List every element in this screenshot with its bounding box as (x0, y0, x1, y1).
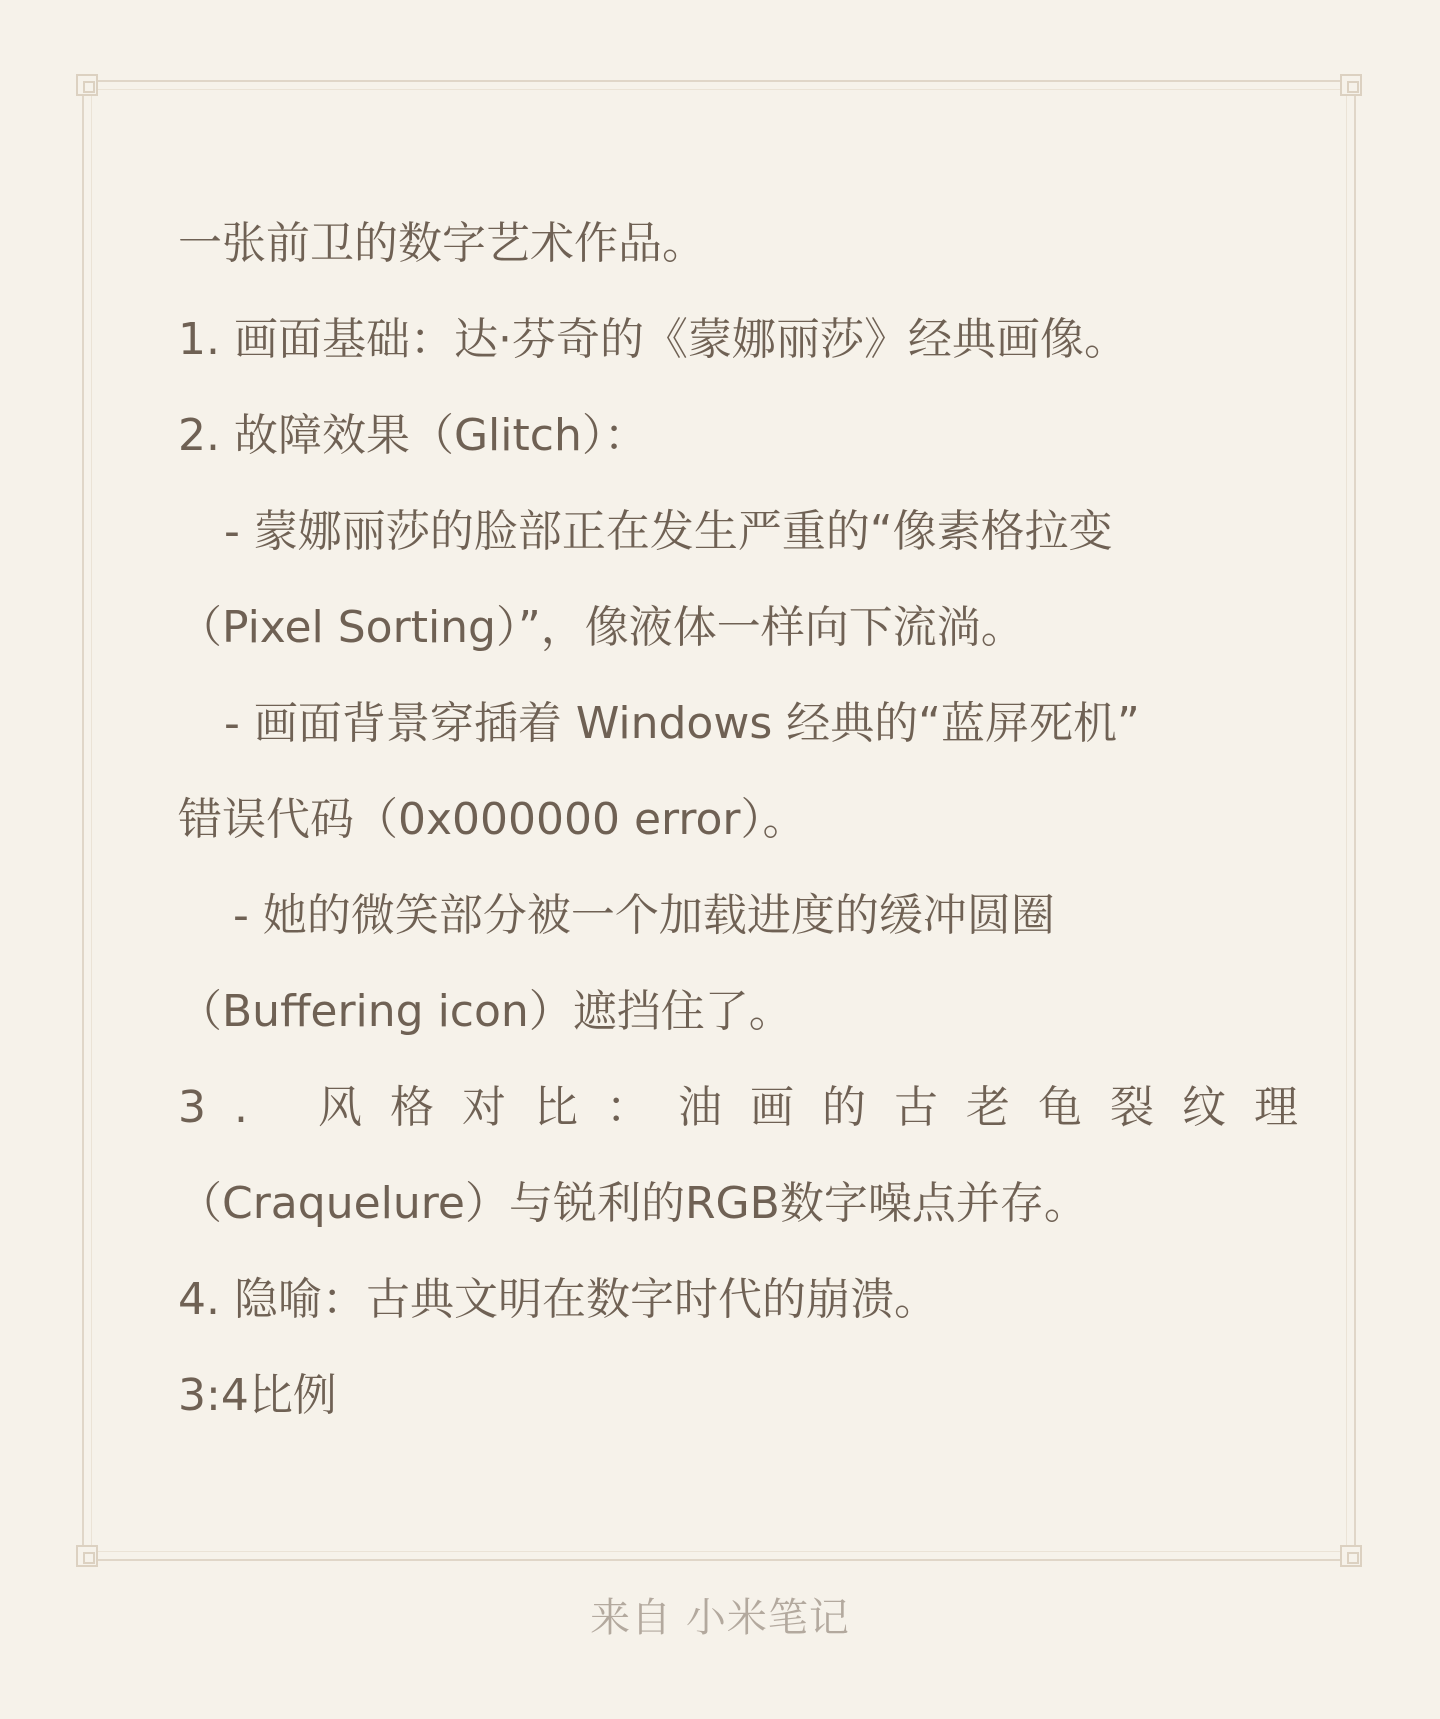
source-attribution: 来自 小米笔记 (590, 1595, 850, 1641)
note-line-subitem-1: - 蒙娜丽莎的脸部正在发生严重的“像素格拉变 (224, 506, 1113, 557)
note-line-subitem-2: - 画面背景穿插着 Windows 经典的“蓝屏死机” (224, 698, 1140, 749)
note-line-intro: 一张前卫的数字艺术作品。 (178, 218, 706, 269)
note-line-subitem-2-cont: 错误代码（0x000000 error）。 (178, 794, 807, 845)
note-line-ratio: 3:4比例 (178, 1370, 337, 1421)
note-line-subitem-1-cont: （Pixel Sorting）”，像液体一样向下流淌。 (178, 602, 1025, 653)
note-line-item-4: 4. 隐喻：古典文明在数字时代的崩溃。 (178, 1274, 938, 1325)
frame-corner-ornament-bottom-left (76, 1545, 98, 1567)
note-line-subitem-3: - 她的微笑部分被一个加载进度的缓冲圆圈 (233, 890, 1055, 941)
frame-corner-ornament-bottom-right (1340, 1545, 1362, 1567)
note-line-item-3: 3. 风格对比：油画的古老龟裂纹理 (178, 1082, 1326, 1133)
note-content (178, 196, 1326, 1444)
note-line-item-3-cont: （Craquelure）与锐利的RGB数字噪点并存。 (178, 1178, 1088, 1229)
note-line-subitem-3-cont: （Buffering icon）遮挡住了。 (178, 986, 793, 1037)
frame-corner-ornament-top-left (76, 74, 98, 96)
frame-corner-ornament-top-right (1340, 74, 1362, 96)
note-line-item-2: 2. 故障效果（Glitch）： (178, 410, 648, 461)
note-line-item-1: 1. 画面基础：达·芬奇的《蒙娜丽莎》经典画像。 (178, 314, 1128, 365)
